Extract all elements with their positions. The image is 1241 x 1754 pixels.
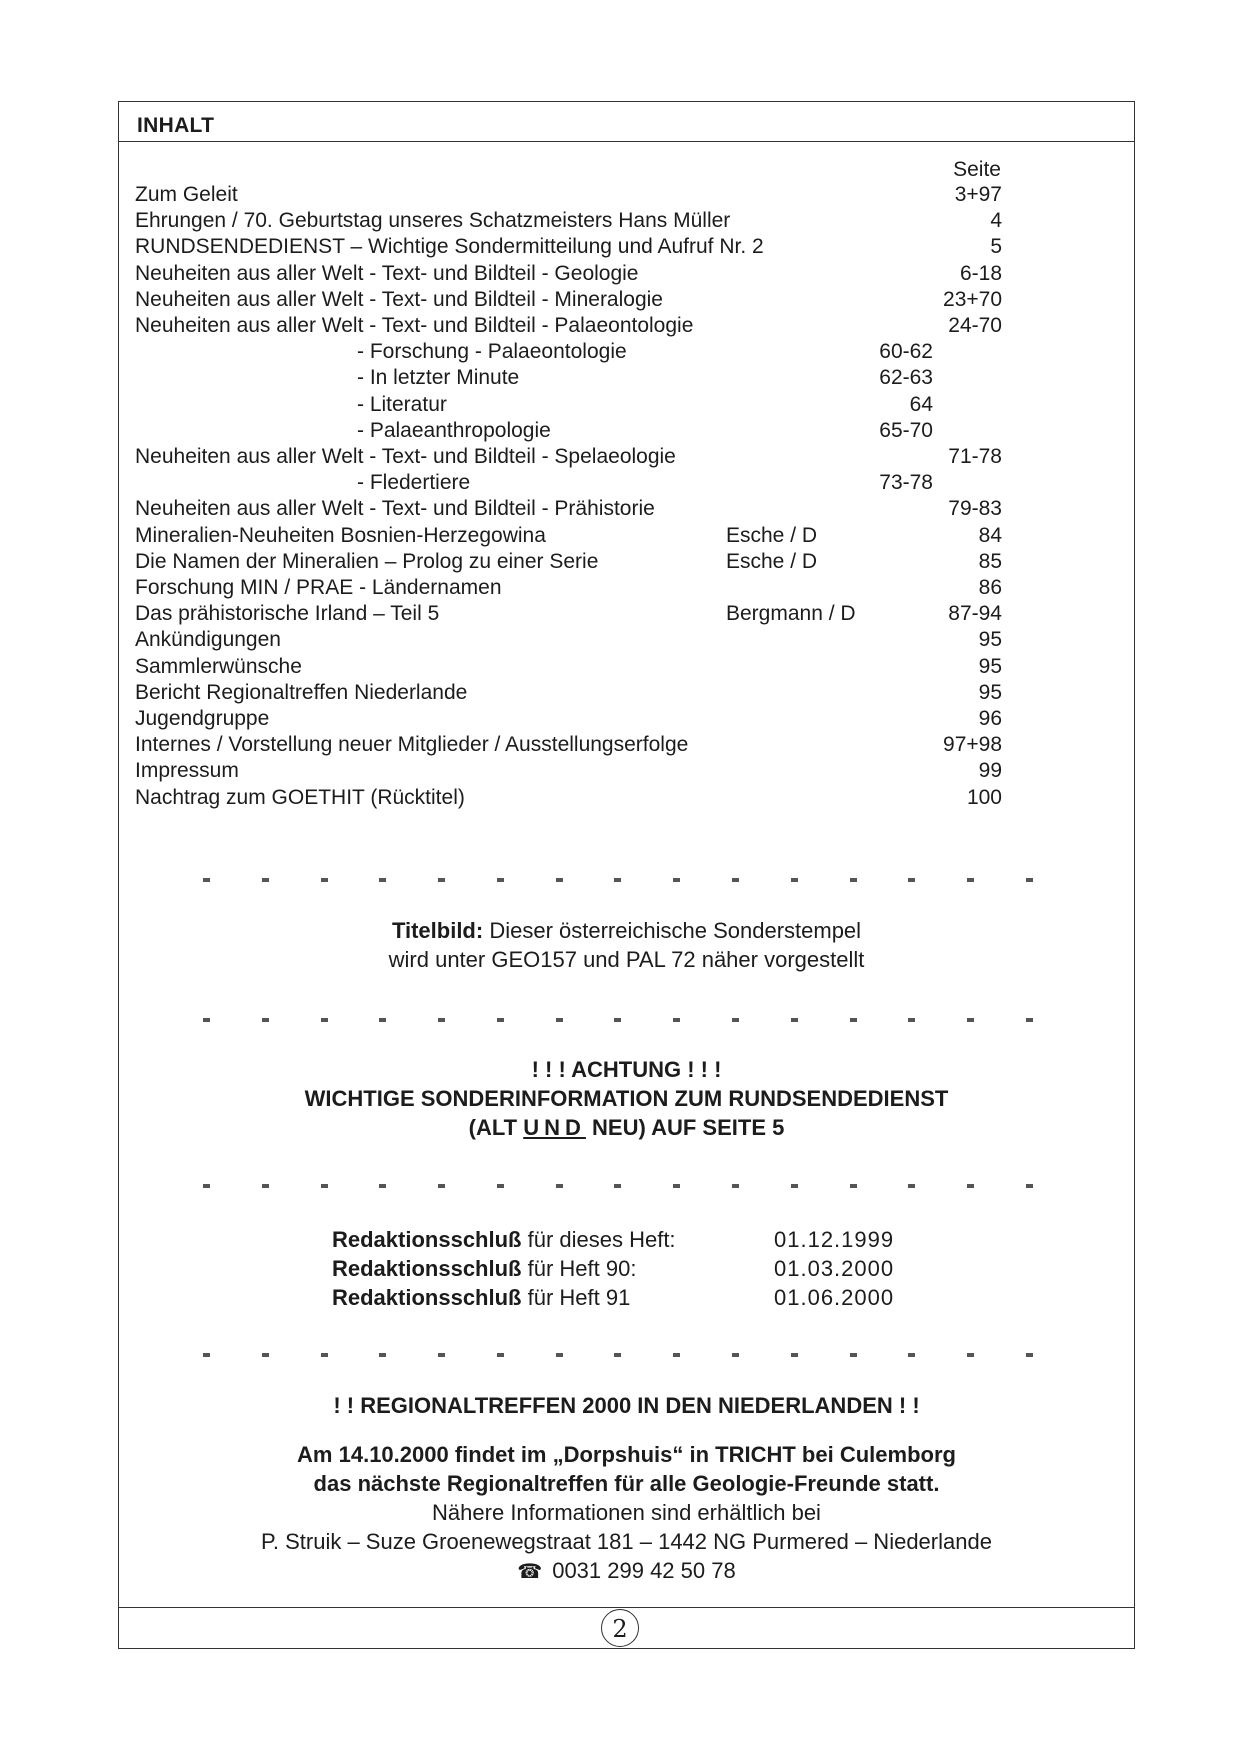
dash [1026, 1018, 1033, 1022]
dash [791, 878, 798, 882]
toc-title: Impressum [135, 759, 239, 783]
toc-row [0, 523, 1241, 549]
toc-row [0, 549, 1241, 575]
toc-page: 99 [978, 759, 1002, 783]
meeting-line1: Am 14.10.2000 findet im „Dorpshuis“ in TRICHT bei Culemborg [297, 1442, 956, 1467]
cover-line1: Dieser österreichische Sonderstempel [489, 918, 862, 943]
toc-row [0, 785, 1241, 811]
toc-title: Neuheiten aus aller Welt - Text- und Bildteil - Geologie [135, 261, 639, 285]
toc-page: 65-70 [879, 418, 933, 442]
deadline-label: Redaktionsschluß [332, 1227, 522, 1252]
toc-page: 73-78 [879, 471, 933, 495]
toc-title: Neuheiten aus aller Welt - Text- und Bildteil - Palaeontologie [135, 314, 694, 337]
footer-divider [118, 1607, 1135, 1608]
deadline-text: für Heft 91 [521, 1285, 631, 1310]
notice-line3-post: NEU) AUF SEITE 5 [585, 1115, 785, 1140]
toc-page: 86 [978, 576, 1002, 599]
page-number: 2 [601, 1609, 639, 1647]
toc-page: 95 [978, 654, 1002, 678]
toc-title: Ehrungen / 70. Geburtstag unseres Schatzmeisters Hans Müller [135, 209, 731, 233]
dash [673, 878, 680, 882]
dash [908, 1353, 915, 1357]
dash [379, 1018, 386, 1022]
dash [379, 1184, 386, 1188]
toc-page: 6-18 [959, 261, 1002, 285]
toc-page: 95 [978, 680, 1002, 704]
dash [438, 1018, 445, 1022]
telephone-icon: ☎ [517, 1561, 543, 1583]
toc-title: Neuheiten aus aller Welt - Text- und Bildteil - Spelaeologie [135, 445, 676, 468]
toc-page: 24-70 [948, 314, 1002, 337]
toc-title: Die Namen der Mineralien – Prolog zu einer Serie [135, 549, 599, 573]
dash [1026, 1184, 1033, 1188]
notice-und: UND [523, 1115, 586, 1140]
toc-row [0, 287, 1241, 313]
toc-page: 3+97 [954, 183, 1002, 206]
dash [262, 878, 269, 882]
deadline-date: 01.12.1999 [774, 1227, 895, 1252]
deadline-row [332, 1254, 895, 1283]
toc-title: Sammlerwünsche [135, 654, 302, 678]
dash [556, 1018, 563, 1022]
header-divider [118, 141, 1135, 142]
deadline-text: für Heft 90: [521, 1256, 637, 1281]
toc-row [0, 706, 1241, 732]
dash [732, 1018, 739, 1022]
dash [262, 1018, 269, 1022]
dash [497, 1018, 504, 1022]
toc-page: 62-63 [879, 366, 933, 390]
dash [497, 878, 504, 882]
dash-separator [203, 1184, 1033, 1188]
phone-number: 0031 299 42 50 78 [552, 1558, 736, 1583]
toc-title: - Palaeanthropologie [357, 418, 551, 442]
deadline-label: Redaktionsschluß [332, 1256, 522, 1281]
dash [497, 1184, 504, 1188]
toc-row [0, 496, 1241, 522]
dash [438, 1184, 445, 1188]
toc-title: Jugendgruppe [135, 707, 270, 730]
toc-page: 87-94 [948, 602, 1002, 626]
dash [732, 878, 739, 882]
dash [614, 1184, 621, 1188]
toc-row [0, 732, 1241, 758]
notice-line2: WICHTIGE SONDERINFORMATION ZUM RUNDSENDEDIENST [304, 1086, 949, 1111]
toc-page: 97+98 [943, 733, 1002, 757]
dash [379, 878, 386, 882]
dash [262, 1184, 269, 1188]
dash [556, 1353, 563, 1357]
dash [379, 1353, 386, 1357]
toc-row [0, 418, 1241, 444]
toc-title: RUNDSENDEDIENST – Wichtige Sondermitteilung und Aufruf Nr. 2 [135, 235, 764, 259]
dash [850, 1184, 857, 1188]
toc-row [0, 470, 1241, 496]
dash [908, 1184, 915, 1188]
toc-row [0, 680, 1241, 706]
toc-row [0, 365, 1241, 391]
toc-row [0, 758, 1241, 784]
dash [673, 1353, 680, 1357]
toc-title: Neuheiten aus aller Welt - Text- und Bildteil - Prähistorie [135, 497, 655, 521]
dash [850, 1353, 857, 1357]
dash [497, 1353, 504, 1357]
toc-page-header: Seite [953, 158, 1001, 181]
toc-page: 85 [978, 549, 1002, 573]
toc-row [0, 444, 1241, 470]
toc-row [0, 627, 1241, 653]
notice-line3-pre: (ALT [468, 1115, 524, 1140]
toc-row [0, 392, 1241, 418]
toc-row [0, 208, 1241, 234]
dash [850, 878, 857, 882]
toc-row [0, 313, 1241, 339]
cover-label: Titelbild: [391, 918, 484, 943]
meeting-line2: das nächste Regionaltreffen für alle Geologie-Freunde statt. [313, 1471, 940, 1496]
deadline-text: für dieses Heft: [521, 1227, 676, 1252]
dash [262, 1353, 269, 1357]
toc-author: Bergmann / D [726, 602, 856, 626]
toc-author: Esche / D [726, 523, 818, 547]
dash [850, 1018, 857, 1022]
dash [732, 1353, 739, 1357]
dash [203, 878, 210, 882]
toc-page: 100 [966, 785, 1002, 809]
toc-title: Neuheiten aus aller Welt - Text- und Bildteil - Mineralogie [135, 287, 663, 311]
dash [791, 1184, 798, 1188]
dash [321, 1184, 328, 1188]
toc-title: Zum Geleit [135, 183, 238, 206]
dash [791, 1353, 798, 1357]
deadline-label: Redaktionsschluß [332, 1285, 522, 1310]
toc-title: Bericht Regionaltreffen Niederlande [135, 680, 468, 704]
toc-title: Mineralien-Neuheiten Bosnien-Herzegowina [135, 523, 546, 547]
dash [967, 878, 974, 882]
notice-line3 [118, 1115, 1135, 1141]
toc-page: 79-83 [948, 497, 1002, 521]
toc-title: Ankündigungen [135, 628, 281, 652]
toc-page: 95 [978, 628, 1002, 652]
dash [614, 1018, 621, 1022]
toc-title: - Forschung - Palaeontologie [357, 340, 627, 364]
toc-page: 84 [978, 523, 1002, 547]
dash [791, 1018, 798, 1022]
dash [732, 1184, 739, 1188]
toc-row [0, 261, 1241, 287]
dash [203, 1018, 210, 1022]
dash [673, 1184, 680, 1188]
dash [967, 1018, 974, 1022]
toc-page: 23+70 [943, 287, 1002, 311]
meeting-line3: Nähere Informationen sind erhältlich bei [432, 1500, 821, 1525]
toc-row [0, 339, 1241, 365]
dash [967, 1184, 974, 1188]
toc-title: - Literatur [357, 392, 447, 416]
dash [203, 1353, 210, 1357]
dash [614, 878, 621, 882]
meeting-title: ! ! REGIONALTREFFEN 2000 IN DEN NIEDERLANDEN ! ! [333, 1393, 920, 1418]
dash [438, 1353, 445, 1357]
dash [556, 878, 563, 882]
notice-line1: ! ! ! ACHTUNG ! ! ! [531, 1057, 722, 1082]
toc-page: 5 [990, 235, 1002, 259]
toc-page: 71-78 [948, 445, 1002, 468]
dash [614, 1353, 621, 1357]
toc-row [0, 654, 1241, 680]
dash [321, 878, 328, 882]
meeting-phone [118, 1558, 1135, 1584]
toc-page: 64 [909, 392, 933, 416]
deadline-date: 01.03.2000 [774, 1256, 895, 1281]
dash [321, 1018, 328, 1022]
dash [1026, 878, 1033, 882]
dash [556, 1184, 563, 1188]
dash [908, 878, 915, 882]
dash [967, 1353, 974, 1357]
dash [438, 878, 445, 882]
dash-separator [203, 878, 1033, 882]
toc-row [0, 601, 1241, 627]
toc-title: - In letzter Minute [357, 366, 520, 390]
dash-separator [203, 1353, 1033, 1357]
dash [673, 1018, 680, 1022]
meeting-line4: P. Struik – Suze Groenewegstraat 181 – 1442 NG Purmered – Niederlande [261, 1529, 992, 1554]
cover-line2: wird unter GEO157 und PAL 72 näher vorgestellt [388, 947, 865, 972]
dash [321, 1353, 328, 1357]
toc-row [0, 182, 1241, 208]
toc-page: 4 [990, 209, 1002, 233]
toc-title: Nachtrag zum GOETHIT (Rücktitel) [135, 785, 465, 809]
toc-author: Esche / D [726, 549, 818, 573]
toc-page: 60-62 [879, 340, 933, 364]
dash [1026, 1353, 1033, 1357]
toc-title: - Fledertiere [357, 471, 471, 495]
dash [203, 1184, 210, 1188]
toc-row [0, 234, 1241, 260]
toc-row [0, 575, 1241, 601]
deadline-date: 01.06.2000 [774, 1285, 895, 1310]
toc-title: Das prähistorische Irland – Teil 5 [135, 602, 440, 626]
deadline-row [332, 1225, 895, 1254]
dash-separator [203, 1018, 1033, 1022]
deadline-row [332, 1283, 895, 1312]
toc-page: 96 [978, 707, 1002, 730]
toc-title: Forschung MIN / PRAE - Ländernamen [135, 576, 502, 599]
cover-caption [118, 918, 1135, 944]
toc-title: Internes / Vorstellung neuer Mitglieder / Ausstellungserfolge [135, 733, 689, 757]
toc-heading: INHALT [137, 114, 215, 137]
dash [908, 1018, 915, 1022]
